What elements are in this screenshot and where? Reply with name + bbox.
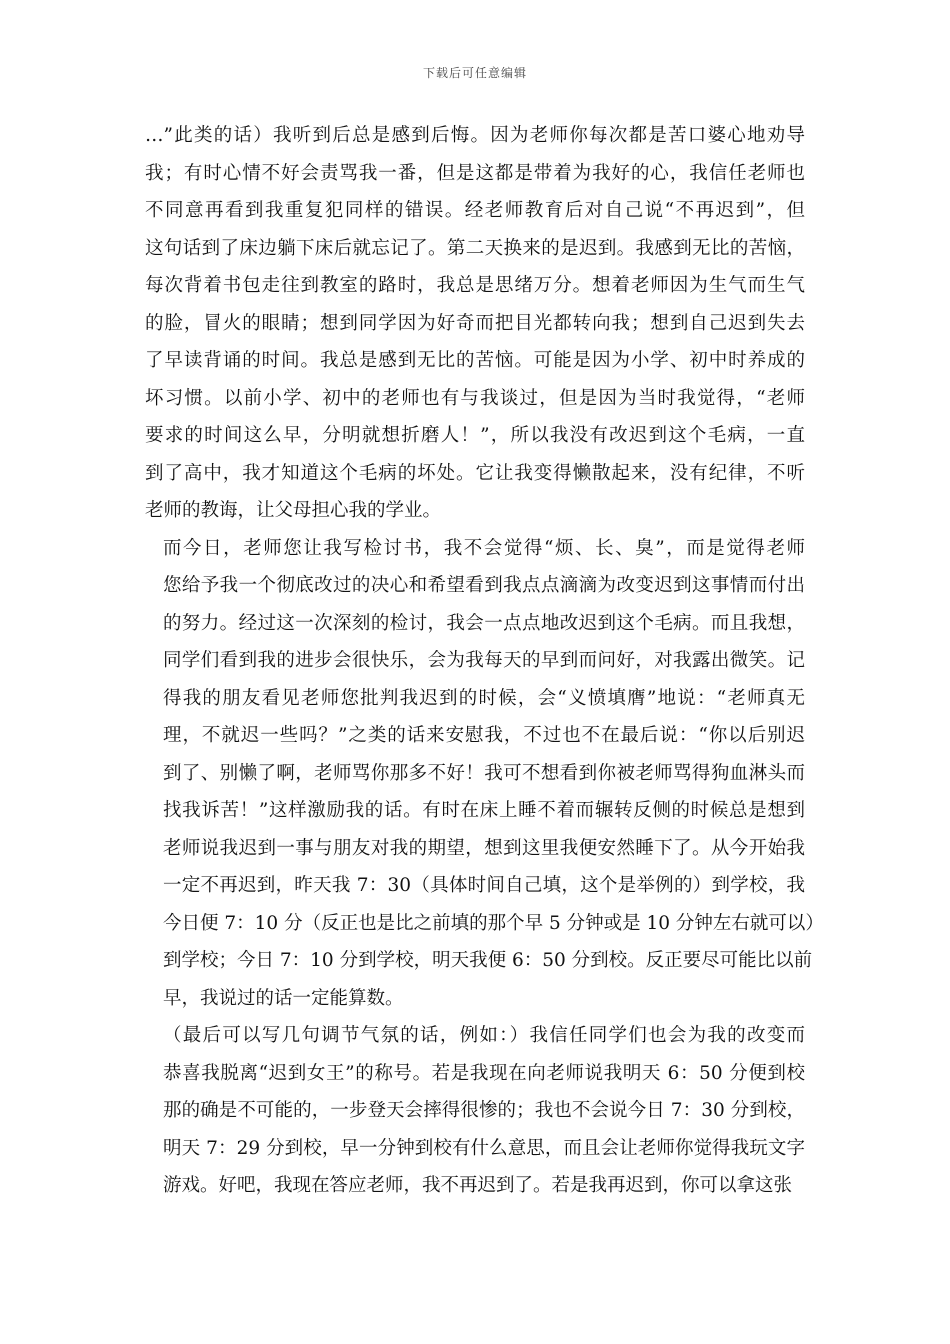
text-line: 得我的朋友看见老师您批判我迟到的时候，会“义愤填膺”地说：“老师真无: [163, 687, 805, 709]
text-line: …”此类的话）我听到后总是感到后悔。因为老师你每次都是苦口婆心地劝导: [145, 125, 805, 146]
text-line: 不同意再看到我重复犯同样的错误。经老师教育后对自己说“不再迟到”，但: [145, 200, 805, 221]
text-line: 到了、别懒了啊，老师骂你那多不好！我可不想看到你被老师骂得狗血淋头而: [163, 762, 805, 784]
text-line: 坏习惯。以前小学、初中的老师也有与我谈过，但是因为当时我觉得，“老师: [145, 387, 805, 409]
text-line: 到学校；今日 7：10 分到学校，明天我便 6：50 分到校。反正要尽可能比以前: [163, 950, 813, 971]
text-line: 找我诉苦！”这样激励我的话。有时在床上睡不着而辗转反侧的时候总是想到: [163, 800, 805, 821]
text-line: 一定不再迟到，昨天我 7：30（具体时间自己填，这个是举例的）到学校，我: [163, 875, 805, 896]
text-line: （最后可以写几句调节气氛的话，例如：）我信任同学们也会为我的改变而: [163, 1025, 805, 1046]
paragraph-1: [145, 117, 805, 530]
text-line: 要求的时间这么早，分明就想折磨人！”，所以我没有改迟到这个毛病，一直: [145, 425, 805, 446]
text-line: 理，不就迟一些吗？”之类的话来安慰我，不过也不在最后说：“你以后别迟: [163, 725, 805, 746]
page-header: 下载后可任意编辑: [422, 66, 527, 80]
paragraph-2: [145, 530, 824, 1018]
text-line: 而今日，老师您让我写检讨书，我不会觉得“烦、长、臭”，而是觉得老师: [163, 537, 805, 559]
text-line: 那的确是不可能的，一步登天会摔得很惨的；我也不会说今日 7：30 分到校，: [163, 1100, 805, 1121]
text-line: 了早读背诵的时间。我总是感到无比的苦恼。可能是因为小学、初中时养成的: [145, 350, 805, 371]
text-line: 今日便 7：10 分（反正也是比之前填的那个早 5 分钟或是 10 分钟左右就可以）: [163, 912, 824, 934]
text-line: 老师说我迟到一事与朋友对我的期望，想到这里我便安然睡下了。从今开始我: [163, 837, 805, 859]
text-line: 同学们看到我的进步会很快乐，会为我每天的早到而问好，对我露出微笑。记: [163, 650, 805, 671]
paragraph-3: [145, 1017, 805, 1205]
text-line: 这句话到了床边躺下床后就忘记了。第二天换来的是迟到。我感到无比的苦恼，: [145, 237, 805, 259]
text-line: 我；有时心情不好会责骂我一番，但是这都是带着为我好的心，我信任老师也: [145, 162, 805, 184]
text-line: 早，我说过的话一定能算数。: [163, 987, 404, 1009]
text-line: 的脸，冒火的眼睛；想到同学因为好奇而把目光都转向我；想到自己迟到失去: [145, 312, 805, 334]
text-line: 明天 7：29 分到校，早一分钟到校有什么意思，而且会让老师你觉得我玩文字: [163, 1137, 805, 1159]
text-line: 您给予我一个彻底改过的决心和希望看到我点点滴滴为改变迟到这事情而付出: [163, 575, 805, 596]
document-body: [145, 117, 824, 1205]
text-line: 每次背着书包走往到教室的路时，我总是思绪万分。想着老师因为生气而生气: [145, 275, 805, 296]
text-line: 的努力。经过这一次深刻的检讨，我会一点点地改迟到这个毛病。而且我想，: [163, 612, 805, 634]
text-line: 游戏。好吧，我现在答应老师，我不再迟到了。若是我再迟到，你可以拿这张: [163, 1175, 793, 1196]
text-line: 老师的教诲，让父母担心我的学业。: [145, 500, 442, 521]
text-line: 到了高中，我才知道这个毛病的坏处。它让我变得懒散起来，没有纪律，不听: [145, 462, 805, 484]
text-line: 恭喜我脱离“迟到女王”的称号。若是我现在向老师说我明天 6：50 分便到校: [163, 1062, 805, 1084]
